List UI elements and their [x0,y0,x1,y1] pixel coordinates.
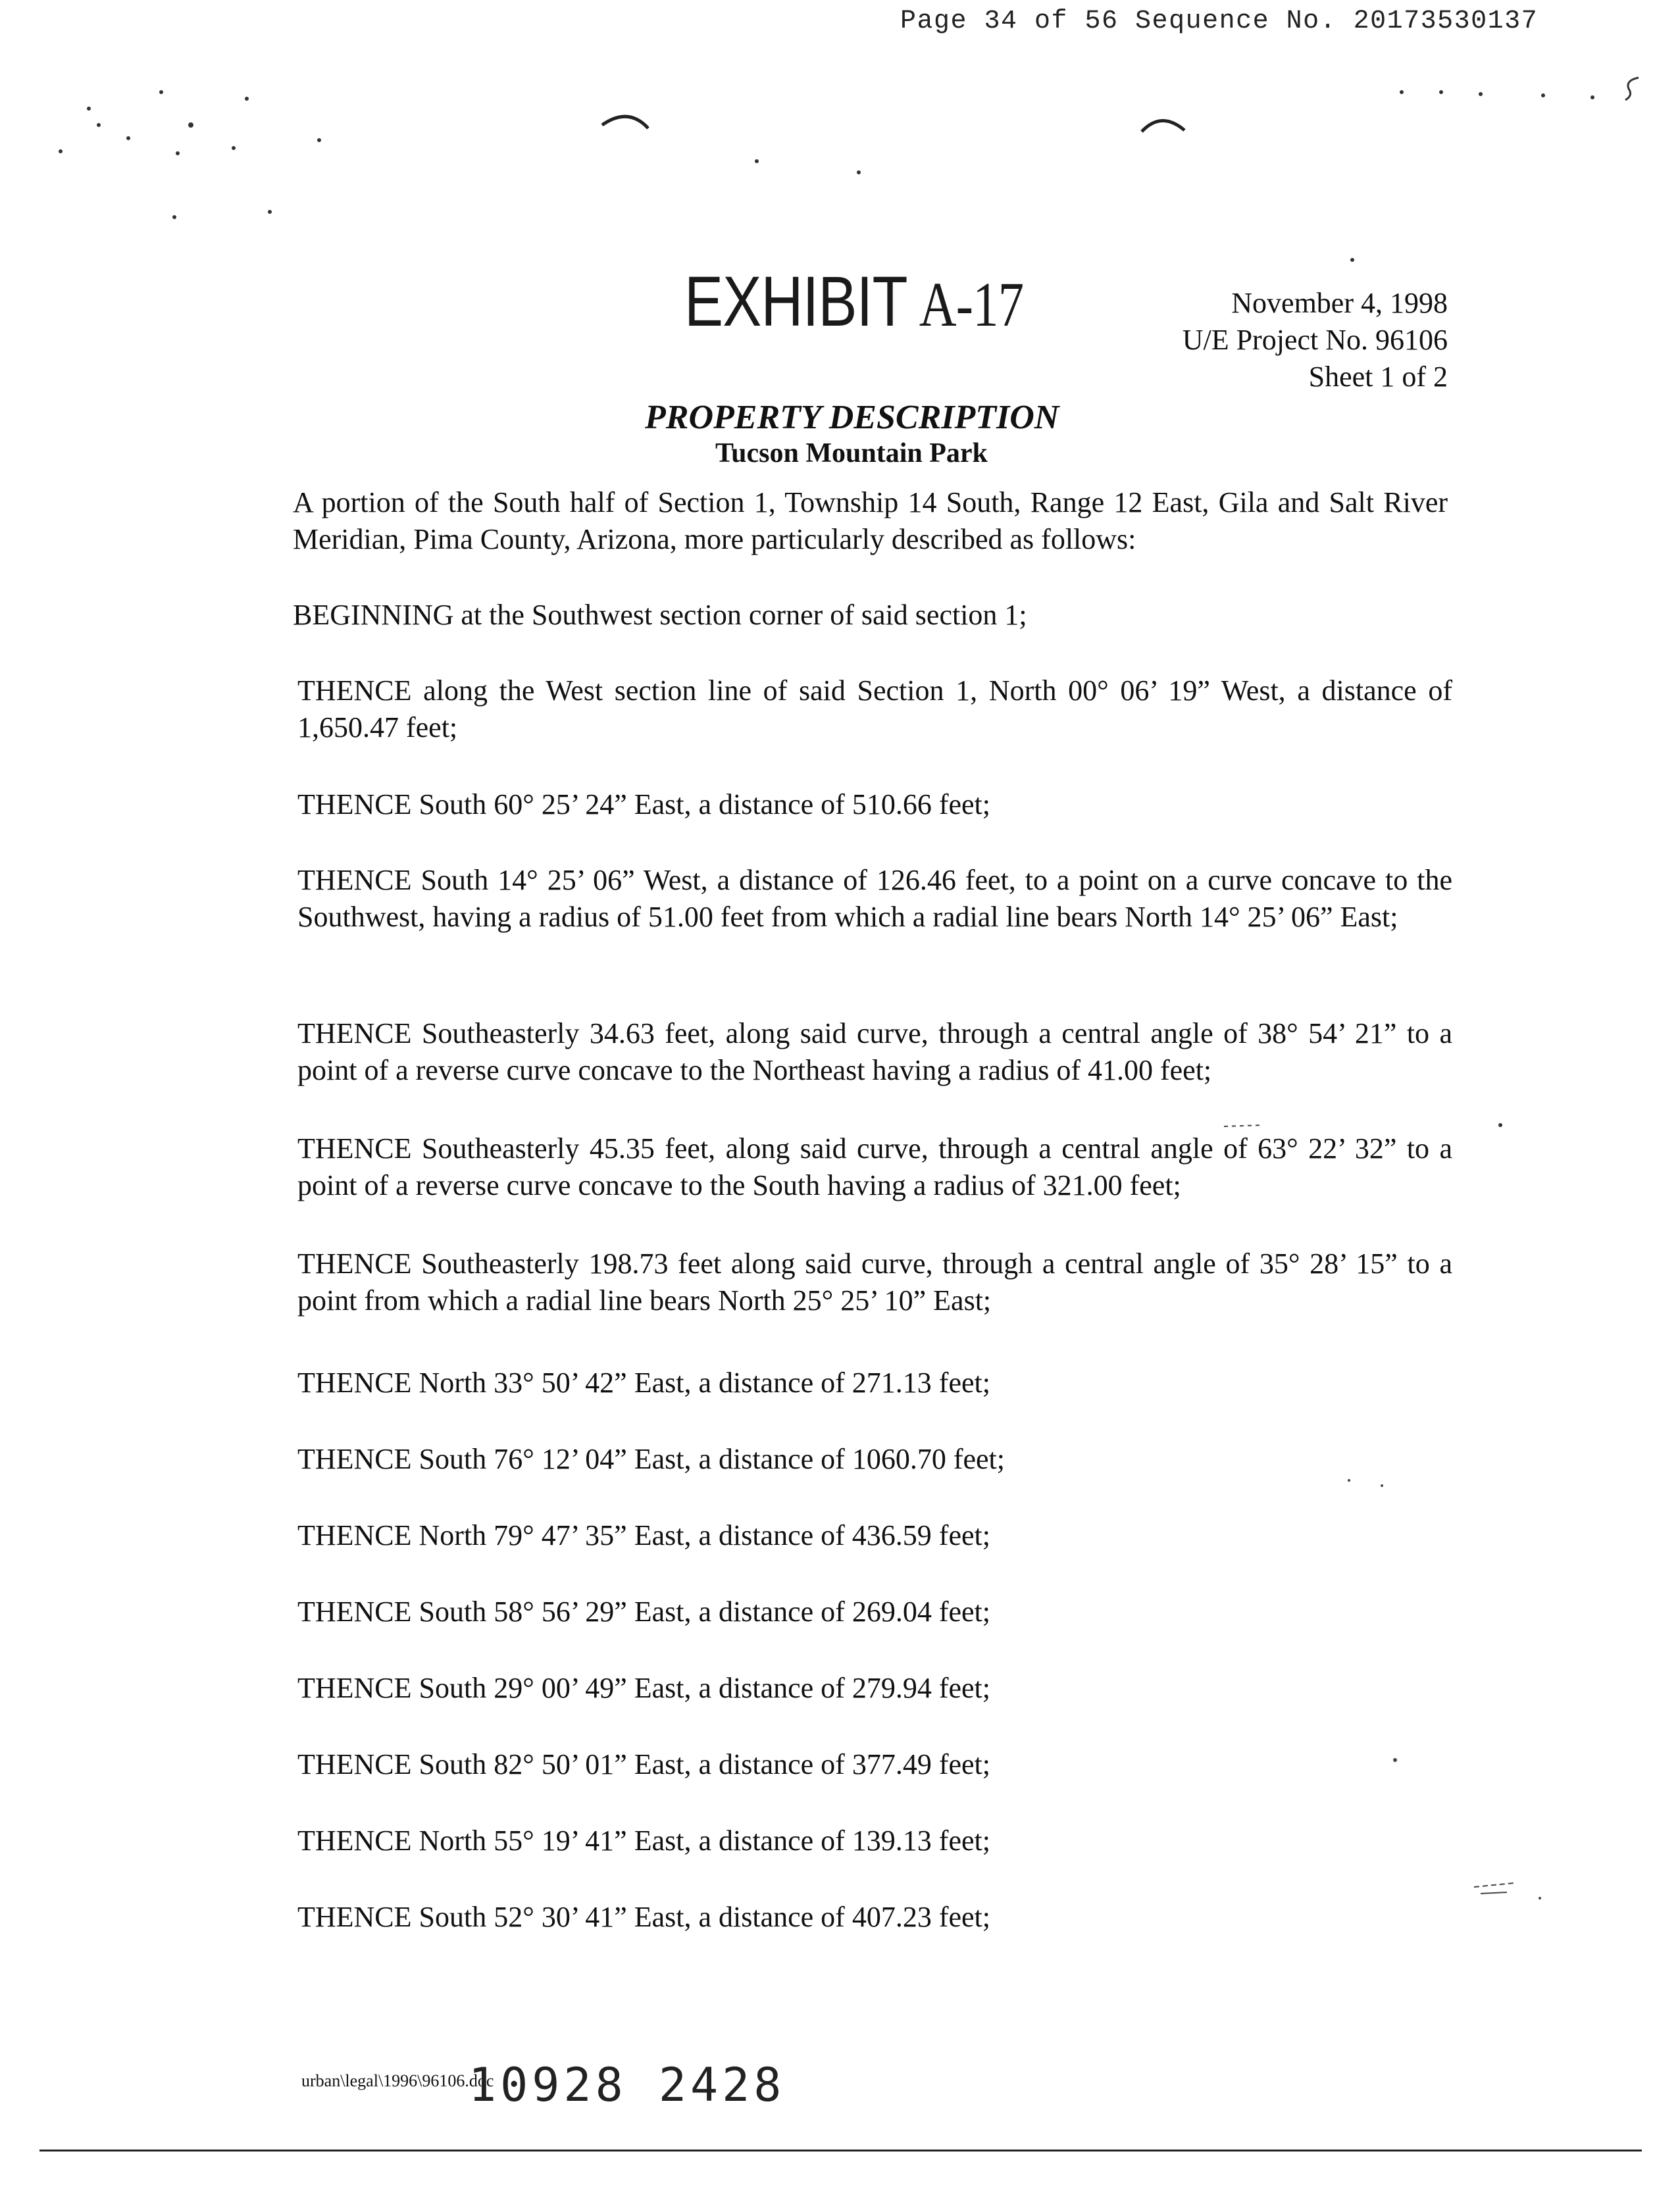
document-title: PROPERTY DESCRIPTION [645,399,1059,436]
course-item: THENCE South 76° 12’ 04” East, a distance of 1060.70 feet; [297,1443,1005,1475]
exhibit-suffix: A-17 [919,269,1024,340]
course-item: THENCE North 79° 47’ 35” East, a distance of 436.59 feet; [297,1519,990,1551]
margin-marks [1184,1112,1553,1928]
course-item: THENCE North 33° 50’ 42” East, a distance of 271.13 feet; [297,1367,990,1399]
course-item: THENCE South 29° 00’ 49” East, a distance of 279.94 feet; [297,1672,990,1704]
course-item: THENCE South 52° 30’ 41” East, a distance of 407.23 feet; [297,1901,990,1933]
document-subtitle: Tucson Mountain Park [715,438,988,468]
course-item: THENCE along the West section line of said Section 1, North 00° 06’ 19” West, a distance of 1,650.47 feet; [297,674,1452,743]
document-date: November 4, 1998 [1231,287,1448,319]
course-item: THENCE South 60° 25’ 24” East, a distance of 510.66 feet; [297,788,990,820]
course-item: THENCE North 55° 19’ 41” East, a distance of 139.13 feet; [297,1824,990,1857]
beginning-paragraph: BEGINNING at the Southwest section corner of said section 1; [293,599,1027,631]
arc-mark-right [1142,120,1184,132]
page-sequence-header: Page 34 of 56 Sequence No. 20173530137 [900,7,1539,36]
edge-mark [1625,78,1639,100]
sheet-number: Sheet 1 of 2 [1308,361,1448,393]
course-item: THENCE South 82° 50’ 01” East, a distance of 377.49 feet; [297,1748,990,1780]
project-number: U/E Project No. 96106 [1182,324,1448,356]
speckle-dots [59,90,1594,262]
course-item: THENCE Southeasterly 198.73 feet along said curve, through a central angle of 35° 28’ 15” to a point from which a radial line bears North 25° 25’ 10” East; [297,1247,1452,1317]
course-item: THENCE South 14° 25’ 06” West, a distance of 126.46 feet, to a point on a curve concave to the Southwest, having a radius of 51.00 feet from which a radial line bears North 14° 25’ 06” East; [297,864,1452,933]
exhibit-heading [684,260,1023,342]
intro-paragraph: A portion of the South half of Section 1, Township 14 South, Range 12 East, Gila and Salt River Meridian, Pima County, Arizona, more particularly described as follows: [293,486,1448,555]
footer-divider [39,2150,1642,2151]
exhibit-label: EXHIBIT [684,261,907,341]
footer-file-path: urban\legal\1996\96106.doc [301,2071,494,2090]
course-item: THENCE South 58° 56’ 29” East, a distance of 269.04 feet; [297,1596,990,1628]
footer-stamp-number: 10928 2428 [469,2058,786,2112]
course-item: THENCE Southeasterly 34.63 feet, along said curve, through a central angle of 38° 54’ 21” to a point of a reverse curve concave to the Northeast having a radius of 41.00 feet; [297,1017,1452,1086]
course-item: THENCE Southeasterly 45.35 feet, along said curve, through a central angle of 63° 22’ 32” to a point of a reverse curve concave to the South having a radius of 321.00 feet; [297,1132,1452,1201]
arc-mark-left [602,116,648,128]
scan-artifacts [0,0,1680,276]
